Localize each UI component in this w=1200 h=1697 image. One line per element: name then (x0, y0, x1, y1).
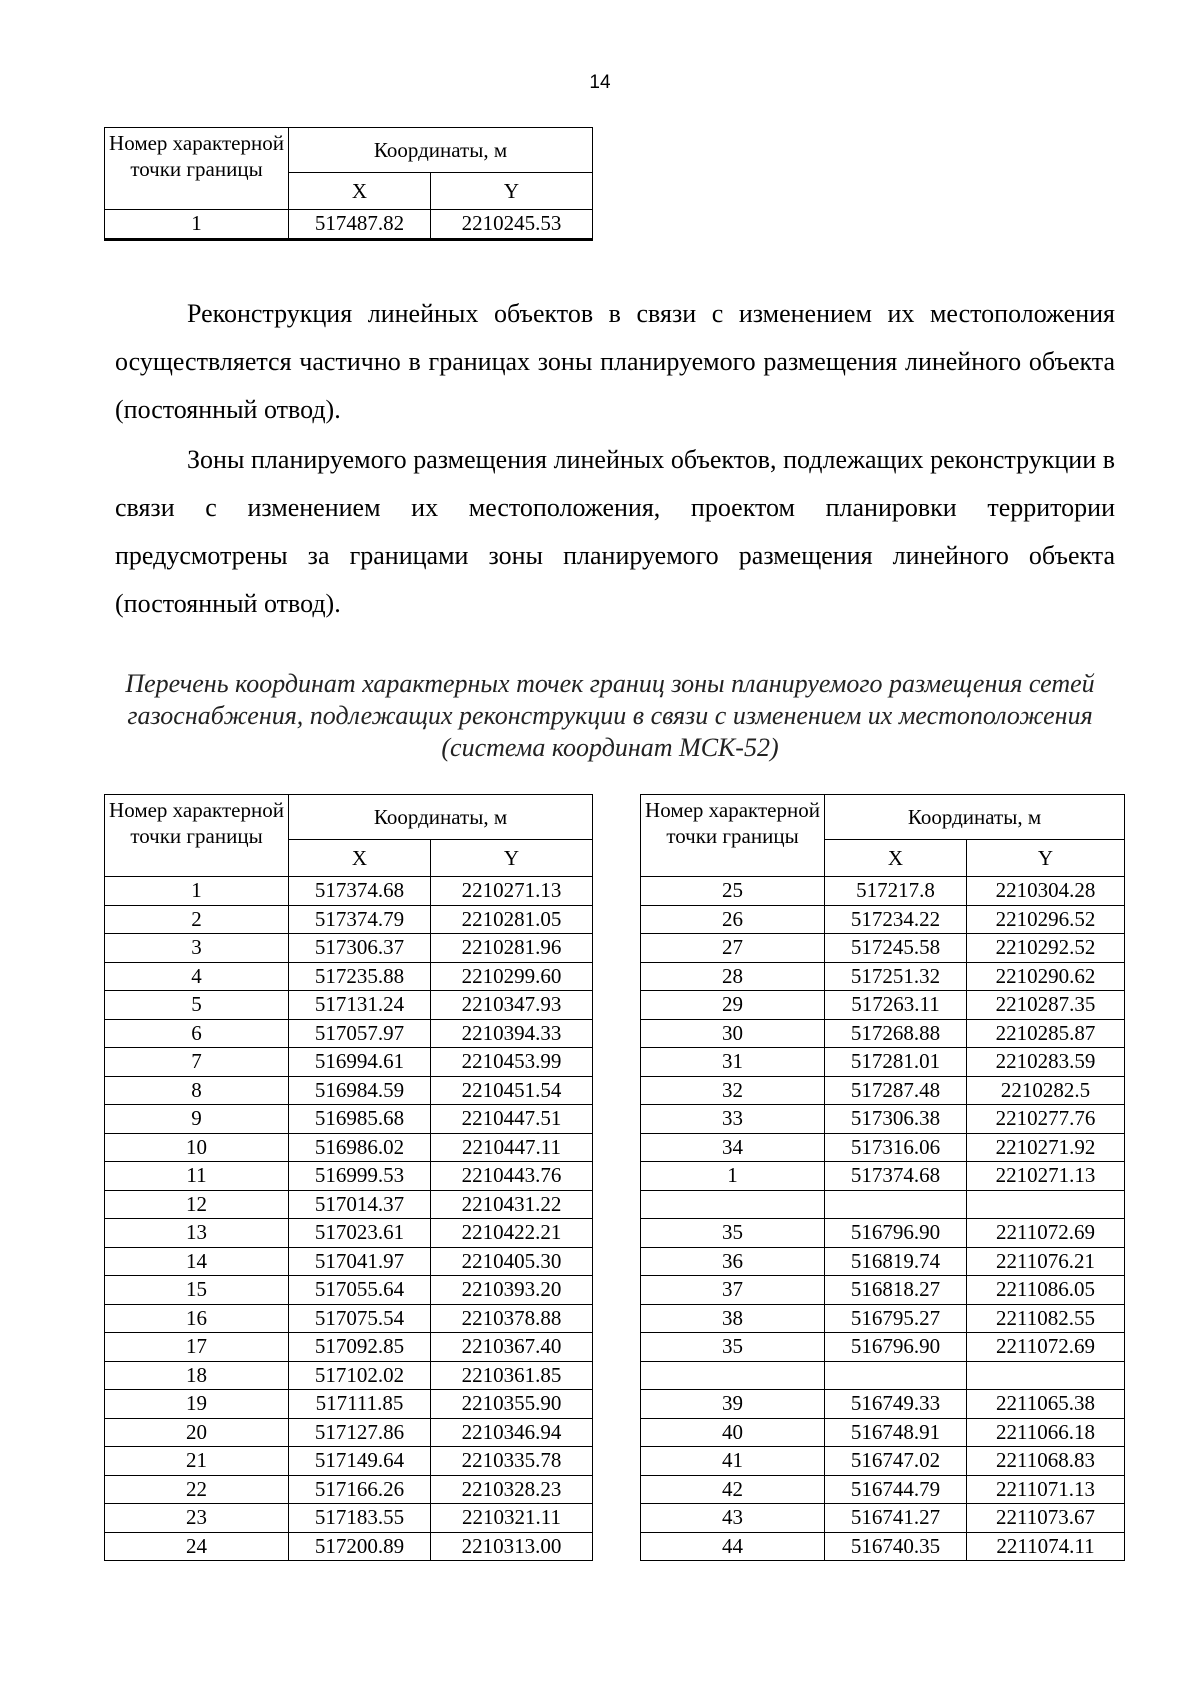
point-number-cell: 5 (105, 991, 289, 1020)
point-number-cell (641, 1361, 825, 1390)
point-number-cell: 21 (105, 1447, 289, 1476)
point-number-cell: 33 (641, 1105, 825, 1134)
table-row (641, 1162, 1125, 1191)
y-cell: 2210292.52 (967, 934, 1125, 963)
x-cell: 517374.68 (825, 1162, 967, 1191)
header-x: X (289, 840, 431, 877)
header-coordinates: Координаты, м (825, 795, 1125, 840)
header-y: Y (431, 173, 593, 210)
y-cell: 2210378.88 (431, 1304, 593, 1333)
point-number-cell: 41 (641, 1447, 825, 1476)
point-number-cell: 38 (641, 1304, 825, 1333)
x-cell: 517041.97 (289, 1247, 431, 1276)
table-row (105, 1247, 593, 1276)
x-cell: 517131.24 (289, 991, 431, 1020)
point-number-cell: 8 (105, 1076, 289, 1105)
header-y: Y (967, 840, 1125, 877)
x-cell: 516740.35 (825, 1532, 967, 1561)
point-number-cell: 2 (105, 905, 289, 934)
y-cell: 2211072.69 (967, 1219, 1125, 1248)
table-row (105, 1304, 593, 1333)
page-number: 14 (589, 72, 611, 93)
table-row (641, 934, 1125, 963)
x-cell: 517014.37 (289, 1190, 431, 1219)
table-row (105, 905, 593, 934)
x-cell: 517057.97 (289, 1019, 431, 1048)
x-cell: 516994.61 (289, 1048, 431, 1077)
point-number-cell: 6 (105, 1019, 289, 1048)
y-cell: 2210304.28 (967, 877, 1125, 906)
point-number-cell: 10 (105, 1133, 289, 1162)
table-row (105, 1162, 593, 1191)
y-cell: 2210271.13 (431, 877, 593, 906)
header-row (105, 128, 593, 173)
point-number-cell: 32 (641, 1076, 825, 1105)
x-cell: 517487.82 (289, 210, 431, 240)
paragraph-reconstruction (115, 290, 1115, 434)
x-cell: 516749.33 (825, 1390, 967, 1419)
y-cell: 2210361.85 (431, 1361, 593, 1390)
x-cell: 516796.90 (825, 1333, 967, 1362)
point-number-cell: 11 (105, 1162, 289, 1191)
x-cell: 516748.91 (825, 1418, 967, 1447)
x-cell: 517287.48 (825, 1076, 967, 1105)
x-cell: 517200.89 (289, 1532, 431, 1561)
y-cell: 2210355.90 (431, 1390, 593, 1419)
x-cell: 517111.85 (289, 1390, 431, 1419)
table-row (105, 1219, 593, 1248)
x-cell: 517235.88 (289, 962, 431, 991)
table-row (105, 1390, 593, 1419)
point-number-cell: 30 (641, 1019, 825, 1048)
point-number-cell: 13 (105, 1219, 289, 1248)
x-cell (825, 1361, 967, 1390)
x-cell: 517306.38 (825, 1105, 967, 1134)
header-x: X (825, 840, 967, 877)
y-cell: 2210245.53 (431, 210, 593, 240)
y-cell: 2211066.18 (967, 1418, 1125, 1447)
y-cell: 2210451.54 (431, 1076, 593, 1105)
point-number-cell: 12 (105, 1190, 289, 1219)
y-cell: 2211071.13 (967, 1475, 1125, 1504)
table-row (641, 1418, 1125, 1447)
y-cell: 2210290.62 (967, 962, 1125, 991)
table-row (641, 1475, 1125, 1504)
x-cell: 517023.61 (289, 1219, 431, 1248)
x-cell: 517306.37 (289, 934, 431, 963)
point-number-cell: 9 (105, 1105, 289, 1134)
header-coordinates: Координаты, м (289, 795, 593, 840)
y-cell: 2210422.21 (431, 1219, 593, 1248)
x-cell: 516818.27 (825, 1276, 967, 1305)
x-cell: 517374.79 (289, 905, 431, 934)
header-x: X (289, 173, 431, 210)
x-cell: 517316.06 (825, 1133, 967, 1162)
table-row (641, 905, 1125, 934)
table-row (641, 1019, 1125, 1048)
coordinates-table-left (104, 794, 593, 1561)
table-row (641, 1048, 1125, 1077)
table-row (641, 962, 1125, 991)
y-cell: 2210282.5 (967, 1076, 1125, 1105)
point-number-cell (641, 1190, 825, 1219)
x-cell: 517251.32 (825, 962, 967, 991)
point-number-cell: 17 (105, 1333, 289, 1362)
y-cell: 2210281.05 (431, 905, 593, 934)
point-number-cell: 40 (641, 1418, 825, 1447)
point-number-cell: 28 (641, 962, 825, 991)
table-row (641, 1133, 1125, 1162)
paragraph-zones (115, 436, 1115, 628)
point-number-cell: 20 (105, 1418, 289, 1447)
x-cell: 516744.79 (825, 1475, 967, 1504)
point-number-cell: 1 (105, 877, 289, 906)
table-row (105, 962, 593, 991)
table-row (105, 1475, 593, 1504)
table-row (641, 1076, 1125, 1105)
header-row (105, 795, 593, 840)
point-number-cell: 37 (641, 1276, 825, 1305)
point-number-cell: 18 (105, 1361, 289, 1390)
table-row (641, 1304, 1125, 1333)
y-cell: 2210287.35 (967, 991, 1125, 1020)
point-number-cell: 24 (105, 1532, 289, 1561)
y-cell: 2210277.76 (967, 1105, 1125, 1134)
x-cell: 517055.64 (289, 1276, 431, 1305)
x-cell: 517075.54 (289, 1304, 431, 1333)
x-cell: 517102.02 (289, 1361, 431, 1390)
table-row (105, 1418, 593, 1447)
paragraph-zones-text: Зоны планируемого размещения линейных объектов, подлежащих реконструкции в связи с изменением их местоположения, проектом планировки территории предусмотрены за границами зоны планируемого размещения линейного объекта (постоянный отвод). (115, 445, 1115, 618)
x-cell: 516741.27 (825, 1504, 967, 1533)
y-cell: 2210347.93 (431, 991, 593, 1020)
table-row (641, 1333, 1125, 1362)
y-cell: 2210447.11 (431, 1133, 593, 1162)
y-cell: 2210296.52 (967, 905, 1125, 934)
point-number-cell: 25 (641, 877, 825, 906)
table-row (105, 877, 593, 906)
x-cell: 516795.27 (825, 1304, 967, 1333)
table-row (105, 1048, 593, 1077)
y-cell: 2210328.23 (431, 1475, 593, 1504)
point-number-cell: 23 (105, 1504, 289, 1533)
table-row (641, 1361, 1125, 1390)
x-cell: 516999.53 (289, 1162, 431, 1191)
y-cell: 2211074.11 (967, 1532, 1125, 1561)
y-cell: 2210335.78 (431, 1447, 593, 1476)
point-number-cell: 7 (105, 1048, 289, 1077)
table-row (105, 1105, 593, 1134)
table-row (105, 1276, 593, 1305)
table-row (105, 1133, 593, 1162)
table-row (105, 1447, 593, 1476)
point-number-cell: 44 (641, 1532, 825, 1561)
x-cell: 516796.90 (825, 1219, 967, 1248)
table-row (641, 1105, 1125, 1134)
header-y: Y (431, 840, 593, 877)
point-number-cell: 43 (641, 1504, 825, 1533)
table-row (105, 1361, 593, 1390)
x-cell: 516984.59 (289, 1076, 431, 1105)
point-number-cell: 31 (641, 1048, 825, 1077)
y-cell (967, 1190, 1125, 1219)
x-cell: 517374.68 (289, 877, 431, 906)
point-number-cell: 14 (105, 1247, 289, 1276)
table-row (105, 991, 593, 1020)
point-number-cell: 29 (641, 991, 825, 1020)
table-row (105, 1019, 593, 1048)
table-row (641, 991, 1125, 1020)
point-number-cell: 4 (105, 962, 289, 991)
header-point-number: Номер характерной точки границы (105, 128, 289, 210)
point-number-cell: 26 (641, 905, 825, 934)
paragraph-reconstruction-text: Реконструкция линейных объектов в связи с изменением их местоположения осуществляется частично в границах зоны планируемого размещения линейного объекта (постоянный отвод). (115, 299, 1115, 424)
point-number-cell: 39 (641, 1390, 825, 1419)
table-row (641, 1447, 1125, 1476)
y-cell: 2210443.76 (431, 1162, 593, 1191)
x-cell: 516986.02 (289, 1133, 431, 1162)
x-cell: 516985.68 (289, 1105, 431, 1134)
table-row (641, 877, 1125, 906)
table-row (641, 1190, 1125, 1219)
x-cell: 517092.85 (289, 1333, 431, 1362)
y-cell: 2210346.94 (431, 1418, 593, 1447)
table-row (105, 1532, 593, 1561)
table-row (641, 1390, 1125, 1419)
y-cell: 2211073.67 (967, 1504, 1125, 1533)
table-row (105, 210, 593, 240)
x-cell: 517263.11 (825, 991, 967, 1020)
x-cell: 517166.26 (289, 1475, 431, 1504)
y-cell: 2210313.00 (431, 1532, 593, 1561)
table-row (105, 1333, 593, 1362)
y-cell: 2211076.21 (967, 1247, 1125, 1276)
x-cell: 517281.01 (825, 1048, 967, 1077)
coordinates-table-right (640, 794, 1125, 1561)
header-point-number: Номер характерной точки границы (641, 795, 825, 877)
point-number-cell: 16 (105, 1304, 289, 1333)
y-cell: 2210447.51 (431, 1105, 593, 1134)
table-row (105, 934, 593, 963)
y-cell: 2210405.30 (431, 1247, 593, 1276)
y-cell: 2210299.60 (431, 962, 593, 991)
header-point-number: Номер характерной точки границы (105, 795, 289, 877)
x-cell: 517245.58 (825, 934, 967, 963)
table-row (641, 1276, 1125, 1305)
point-number-cell: 34 (641, 1133, 825, 1162)
x-cell: 517149.64 (289, 1447, 431, 1476)
y-cell (967, 1361, 1125, 1390)
y-cell: 2210431.22 (431, 1190, 593, 1219)
table-row (105, 1076, 593, 1105)
point-number-cell: 1 (641, 1162, 825, 1191)
point-number-cell: 1 (105, 210, 289, 240)
y-cell: 2210271.92 (967, 1133, 1125, 1162)
header-row (641, 795, 1125, 840)
y-cell: 2210281.96 (431, 934, 593, 963)
y-cell: 2210367.40 (431, 1333, 593, 1362)
y-cell: 2210283.59 (967, 1048, 1125, 1077)
y-cell: 2210285.87 (967, 1019, 1125, 1048)
point-number-cell: 36 (641, 1247, 825, 1276)
y-cell: 2210453.99 (431, 1048, 593, 1077)
point-number-cell: 42 (641, 1475, 825, 1504)
table-row (105, 1190, 593, 1219)
x-cell: 517268.88 (825, 1019, 967, 1048)
point-number-cell: 15 (105, 1276, 289, 1305)
y-cell: 2210271.13 (967, 1162, 1125, 1191)
y-cell: 2211072.69 (967, 1333, 1125, 1362)
table-row (641, 1532, 1125, 1561)
table-row (641, 1219, 1125, 1248)
y-cell: 2210393.20 (431, 1276, 593, 1305)
point-number-cell: 35 (641, 1219, 825, 1248)
x-cell (825, 1190, 967, 1219)
table-row (641, 1247, 1125, 1276)
x-cell: 517217.8 (825, 877, 967, 906)
point-number-cell: 27 (641, 934, 825, 963)
table-row (641, 1504, 1125, 1533)
coordinates-table-top (104, 127, 593, 241)
x-cell: 516819.74 (825, 1247, 967, 1276)
y-cell: 2211086.05 (967, 1276, 1125, 1305)
y-cell: 2210321.11 (431, 1504, 593, 1533)
point-number-cell: 3 (105, 934, 289, 963)
x-cell: 517183.55 (289, 1504, 431, 1533)
header-coordinates: Координаты, м (289, 128, 593, 173)
point-number-cell: 19 (105, 1390, 289, 1419)
point-number-cell: 22 (105, 1475, 289, 1504)
y-cell: 2211065.38 (967, 1390, 1125, 1419)
table-caption: Перечень координат характерных точек границ зоны планируемого размещения сетей газоснабжения, подлежащих реконструкции в связи с изменением их местоположения (система координат МСК-52) (125, 669, 1095, 762)
x-cell: 517127.86 (289, 1418, 431, 1447)
y-cell: 2210394.33 (431, 1019, 593, 1048)
y-cell: 2211068.83 (967, 1447, 1125, 1476)
table-row (105, 1504, 593, 1533)
x-cell: 517234.22 (825, 905, 967, 934)
y-cell: 2211082.55 (967, 1304, 1125, 1333)
point-number-cell: 35 (641, 1333, 825, 1362)
x-cell: 516747.02 (825, 1447, 967, 1476)
